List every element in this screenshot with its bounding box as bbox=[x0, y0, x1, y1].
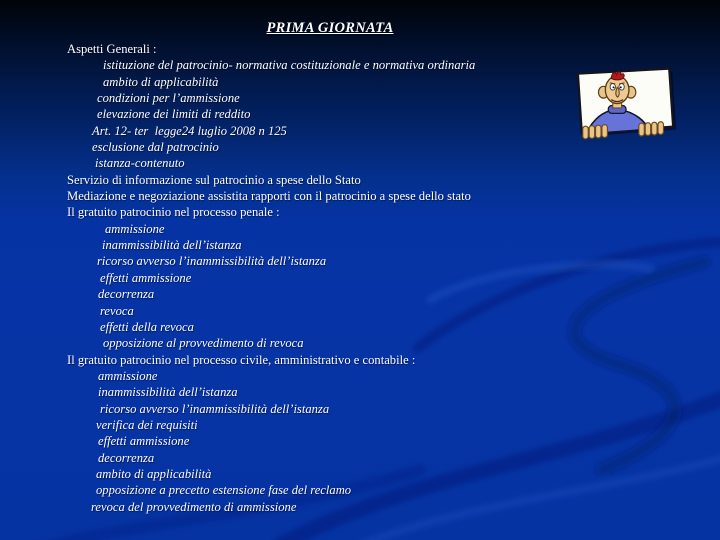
text-line: inammissibilità dell’istanza bbox=[102, 238, 242, 253]
text-line: decorrenza bbox=[98, 450, 155, 465]
text-line: ricorso avverso l’inammissibilità dell’istanza bbox=[100, 401, 330, 416]
text-line: esclusione dal patrocinio bbox=[92, 140, 219, 155]
text-line: revoca del provvedimento di ammissione bbox=[91, 499, 297, 514]
right-pupil bbox=[620, 86, 622, 88]
text-line: ammissione bbox=[98, 368, 158, 383]
text-line: Il gratuito patrocinio nel processo civile, amministrativo e contabile : bbox=[67, 352, 416, 367]
text-line: opposizione a precetto estensione fase del reclamo bbox=[96, 483, 352, 498]
text-line: verifica dei requisiti bbox=[96, 417, 198, 432]
text-line: ambito di applicabilità bbox=[96, 466, 212, 481]
text-line: istituzione del patrocinio- normativa costituzionale e normativa ordinaria bbox=[103, 58, 476, 73]
text-line: Art. 12- ter legge24 luglio 2008 n 125 bbox=[92, 123, 287, 138]
left-pupil bbox=[613, 86, 615, 88]
text-line: condizioni per l’ammissione bbox=[97, 91, 240, 106]
text-line: effetti ammissione bbox=[100, 270, 192, 285]
text-line: ambito di applicabilità bbox=[103, 74, 219, 89]
text-line: Servizio di informazione sul patrocinio a spese dello Stato bbox=[67, 172, 361, 187]
text-line: Mediazione e negoziazione assistita rapporti con il patrocinio a spese dello stato bbox=[67, 189, 471, 204]
nose bbox=[616, 87, 619, 97]
text-line: elevazione dei limiti di reddito bbox=[97, 107, 251, 122]
right-hand-fingers bbox=[639, 122, 664, 136]
text-line: decorrenza bbox=[98, 287, 155, 302]
text-line: effetti ammissione bbox=[98, 434, 190, 449]
title-row bbox=[0, 19, 660, 37]
text-line: istanza-contenuto bbox=[95, 156, 185, 171]
text-line: opposizione al provvedimento di revoca bbox=[103, 336, 304, 351]
text-line: Il gratuito patrocinio nel processo penale : bbox=[67, 205, 280, 220]
text-line: ricorso avverso l’inammissibilità dell’istanza bbox=[97, 254, 327, 269]
text-line: Aspetti Generali : bbox=[67, 42, 157, 56]
text-line: inammissibilità dell’istanza bbox=[98, 385, 238, 400]
left-hand-fingers bbox=[583, 125, 608, 139]
text-line: revoca bbox=[100, 303, 134, 318]
text-line: ammissione bbox=[105, 221, 165, 236]
man-holding-sign-clipart bbox=[568, 62, 686, 150]
text-line: effetti della revoca bbox=[100, 319, 194, 334]
slide-title: PRIMA GIORNATA bbox=[266, 20, 394, 36]
